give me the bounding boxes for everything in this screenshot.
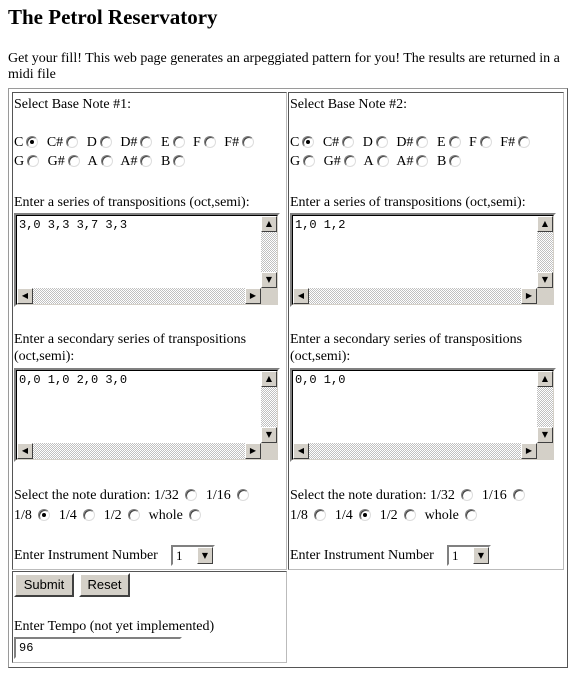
duration-option — [59, 508, 100, 523]
note-radio[interactable] — [173, 136, 185, 148]
note-option — [290, 154, 320, 169]
note-radio[interactable] — [416, 136, 428, 148]
note-radio[interactable] — [242, 136, 254, 148]
duration-option-label: 1/8 — [290, 508, 308, 523]
scrollbar-corner — [537, 288, 553, 304]
note-radio[interactable] — [100, 136, 112, 148]
note-radio[interactable] — [376, 136, 388, 148]
note-radio[interactable] — [140, 155, 152, 167]
note-radio[interactable] — [66, 136, 78, 148]
note-option — [290, 135, 319, 150]
note-radio-group — [14, 133, 282, 171]
arrow-up-icon[interactable]: ▲ — [537, 371, 553, 387]
note-option-label: B — [436, 154, 447, 169]
arrow-right-icon[interactable]: ▶ — [245, 443, 261, 459]
instrument-value: 1 — [176, 548, 183, 563]
note-option — [161, 154, 190, 169]
note-radio[interactable] — [140, 136, 152, 148]
duration-radio[interactable] — [461, 489, 473, 501]
note-option-label: C — [290, 135, 300, 150]
scrollbar-corner — [537, 443, 553, 459]
duration-radio[interactable] — [465, 509, 477, 521]
note-option — [14, 154, 44, 169]
horizontal-scrollbar[interactable] — [293, 288, 537, 304]
duration-option — [290, 508, 331, 523]
duration-radio[interactable] — [189, 509, 201, 521]
arrow-down-icon[interactable]: ▼ — [537, 427, 553, 443]
arrow-left-icon[interactable]: ◀ — [17, 288, 33, 304]
note-radio[interactable] — [480, 136, 492, 148]
duration-option-label: whole — [424, 508, 459, 523]
note-option-label: F# — [500, 135, 516, 150]
note-option-label: D# — [396, 135, 414, 150]
note-option-label: D — [86, 135, 97, 150]
arrow-down-icon[interactable]: ▼ — [537, 272, 553, 288]
note-option-label: D# — [120, 135, 138, 150]
note-option — [324, 154, 361, 169]
note-radio[interactable] — [449, 136, 461, 148]
note-option — [469, 135, 497, 150]
transpositions-textarea[interactable] — [290, 213, 556, 307]
arrow-right-icon[interactable]: ▶ — [521, 443, 537, 459]
arrow-up-icon[interactable]: ▲ — [261, 371, 277, 387]
duration-option — [430, 488, 478, 503]
note-option-label: C# — [322, 135, 340, 150]
actions-panel — [12, 571, 287, 663]
duration-radio[interactable] — [314, 509, 326, 521]
note-option — [87, 135, 117, 150]
note-option — [396, 135, 433, 150]
transpositions-value: 1,0 1,2 — [295, 218, 346, 232]
arrow-up-icon[interactable]: ▲ — [261, 216, 277, 232]
arrow-down-icon[interactable]: ▼ — [261, 427, 277, 443]
note-option-label: A# — [396, 154, 414, 169]
duration-option-label: 1/16 — [205, 488, 231, 503]
instrument-select[interactable] — [171, 545, 215, 566]
note-radio[interactable] — [27, 155, 39, 167]
arrow-left-icon[interactable]: ◀ — [17, 443, 33, 459]
tempo-value: 96 — [19, 641, 34, 655]
duration-option — [149, 508, 207, 523]
arrow-up-icon[interactable]: ▲ — [537, 216, 553, 232]
base-note-1-panel — [12, 92, 287, 570]
duration-radio[interactable] — [83, 509, 95, 521]
secondary-transpositions-label: Enter a secondary series of transpositions (oct,semi): — [290, 332, 523, 364]
duration-group — [290, 486, 558, 526]
duration-option — [380, 508, 421, 523]
duration-radio[interactable] — [185, 489, 197, 501]
tempo-input[interactable] — [14, 637, 182, 659]
duration-option-label: 1/2 — [379, 508, 398, 523]
note-option-label: C — [14, 135, 24, 150]
duration-option — [104, 508, 145, 523]
duration-option-label: 1/32 — [429, 488, 455, 503]
note-option-label: G# — [323, 154, 341, 169]
note-radio[interactable] — [101, 155, 113, 167]
note-option — [437, 135, 466, 150]
note-option-label: A — [87, 154, 98, 169]
note-option-label: F — [193, 135, 201, 150]
note-option — [396, 154, 433, 169]
duration-label: Select the note duration: — [14, 488, 151, 503]
note-option-label: G — [14, 154, 25, 169]
duration-option-label: 1/32 — [153, 488, 179, 503]
secondary-transpositions-value: 0,0 1,0 2,0 3,0 — [19, 373, 128, 387]
note-option-label: D — [362, 135, 373, 150]
duration-radio[interactable] — [237, 489, 249, 501]
tempo-label: Enter Tempo (not yet implemented) — [14, 619, 215, 634]
secondary-transpositions-textarea[interactable] — [290, 368, 556, 462]
note-option-label: C# — [46, 135, 64, 150]
duration-radio[interactable] — [359, 509, 371, 521]
note-option-label: F# — [224, 135, 240, 150]
note-option-label: B — [160, 154, 171, 169]
note-option — [224, 135, 259, 150]
note-option-label: E — [436, 135, 446, 150]
duration-radio[interactable] — [513, 489, 525, 501]
horizontal-scrollbar[interactable] — [17, 443, 261, 459]
note-radio[interactable] — [173, 155, 185, 167]
arrow-down-icon[interactable]: ▼ — [261, 272, 277, 288]
base-note-label: Select Base Note #2: — [290, 97, 408, 112]
secondary-transpositions-textarea[interactable] — [14, 368, 280, 462]
duration-option — [335, 508, 376, 523]
instrument-select[interactable] — [447, 545, 491, 566]
note-radio[interactable] — [449, 155, 461, 167]
duration-option-label: whole — [148, 508, 183, 523]
note-option — [120, 154, 157, 169]
note-option — [120, 135, 157, 150]
note-radio[interactable] — [204, 136, 216, 148]
chevron-down-icon[interactable]: ▼ — [473, 547, 489, 564]
duration-option — [425, 508, 483, 523]
note-option — [323, 135, 359, 150]
note-option-label: E — [160, 135, 170, 150]
duration-group — [14, 486, 282, 526]
duration-radio[interactable] — [128, 509, 140, 521]
transpositions-label: Enter a series of transpositions (oct,semi): — [14, 195, 250, 210]
note-radio[interactable] — [68, 155, 80, 167]
transpositions-label: Enter a series of transpositions (oct,semi): — [290, 195, 526, 210]
duration-option-label: 1/4 — [334, 508, 353, 523]
scrollbar-corner — [261, 288, 277, 304]
duration-option-label: 1/4 — [58, 508, 77, 523]
page-title: The Petrol Reservatory — [8, 5, 218, 29]
duration-option — [206, 488, 254, 503]
note-radio[interactable] — [518, 136, 530, 148]
note-radio[interactable] — [344, 155, 356, 167]
arrow-left-icon[interactable]: ◀ — [293, 443, 309, 459]
duration-option-label: 1/8 — [14, 508, 32, 523]
duration-radio[interactable] — [404, 509, 416, 521]
arrow-right-icon[interactable]: ▶ — [521, 288, 537, 304]
chevron-down-icon[interactable]: ▼ — [197, 547, 213, 564]
duration-option-label: 1/2 — [103, 508, 122, 523]
note-option — [161, 135, 190, 150]
note-option-label: F — [469, 135, 477, 150]
instrument-value: 1 — [452, 548, 459, 563]
note-option — [500, 135, 535, 150]
note-option — [14, 135, 43, 150]
arrow-right-icon[interactable]: ▶ — [245, 288, 261, 304]
note-radio[interactable] — [26, 136, 38, 148]
duration-option — [14, 508, 55, 523]
arpeggio-form — [8, 88, 568, 668]
submit-button[interactable]: Submit — [14, 573, 74, 597]
note-option — [363, 154, 393, 169]
note-radio[interactable] — [377, 155, 389, 167]
note-option-label: A — [363, 154, 374, 169]
duration-option-label: 1/16 — [481, 488, 507, 503]
horizontal-scrollbar[interactable] — [293, 443, 537, 459]
transpositions-textarea[interactable] — [14, 213, 280, 307]
duration-option — [154, 488, 202, 503]
base-note-label: Select Base Note #1: — [14, 97, 132, 112]
note-option — [363, 135, 393, 150]
note-option — [437, 154, 466, 169]
note-radio[interactable] — [416, 155, 428, 167]
duration-radio[interactable] — [38, 509, 50, 521]
duration-label: Select the note duration: — [290, 488, 427, 503]
note-option — [193, 135, 221, 150]
note-radio[interactable] — [303, 155, 315, 167]
duration-option — [482, 488, 530, 503]
note-option-label: A# — [120, 154, 138, 169]
secondary-transpositions-label: Enter a secondary series of transpositions (oct,semi): — [14, 332, 247, 364]
reset-button[interactable]: Reset — [79, 573, 130, 597]
transpositions-value: 3,0 3,3 3,7 3,3 — [19, 218, 128, 232]
intro-text: Get your fill! This web page generates an arpeggiated pattern for you! The results are returned in a midi file — [8, 51, 560, 82]
note-radio[interactable] — [342, 136, 354, 148]
scrollbar-corner — [261, 443, 277, 459]
note-radio[interactable] — [302, 136, 314, 148]
note-option — [47, 135, 83, 150]
base-note-2-panel — [288, 92, 564, 570]
horizontal-scrollbar[interactable] — [17, 288, 261, 304]
note-option-label: G — [290, 154, 301, 169]
note-option — [48, 154, 85, 169]
note-radio-group — [290, 133, 558, 171]
note-option-label: G# — [47, 154, 65, 169]
instrument-label: Enter Instrument Number — [290, 548, 434, 563]
note-option — [87, 154, 117, 169]
secondary-transpositions-value: 0,0 1,0 — [295, 373, 346, 387]
arrow-left-icon[interactable]: ◀ — [293, 288, 309, 304]
instrument-label: Enter Instrument Number — [14, 548, 158, 563]
